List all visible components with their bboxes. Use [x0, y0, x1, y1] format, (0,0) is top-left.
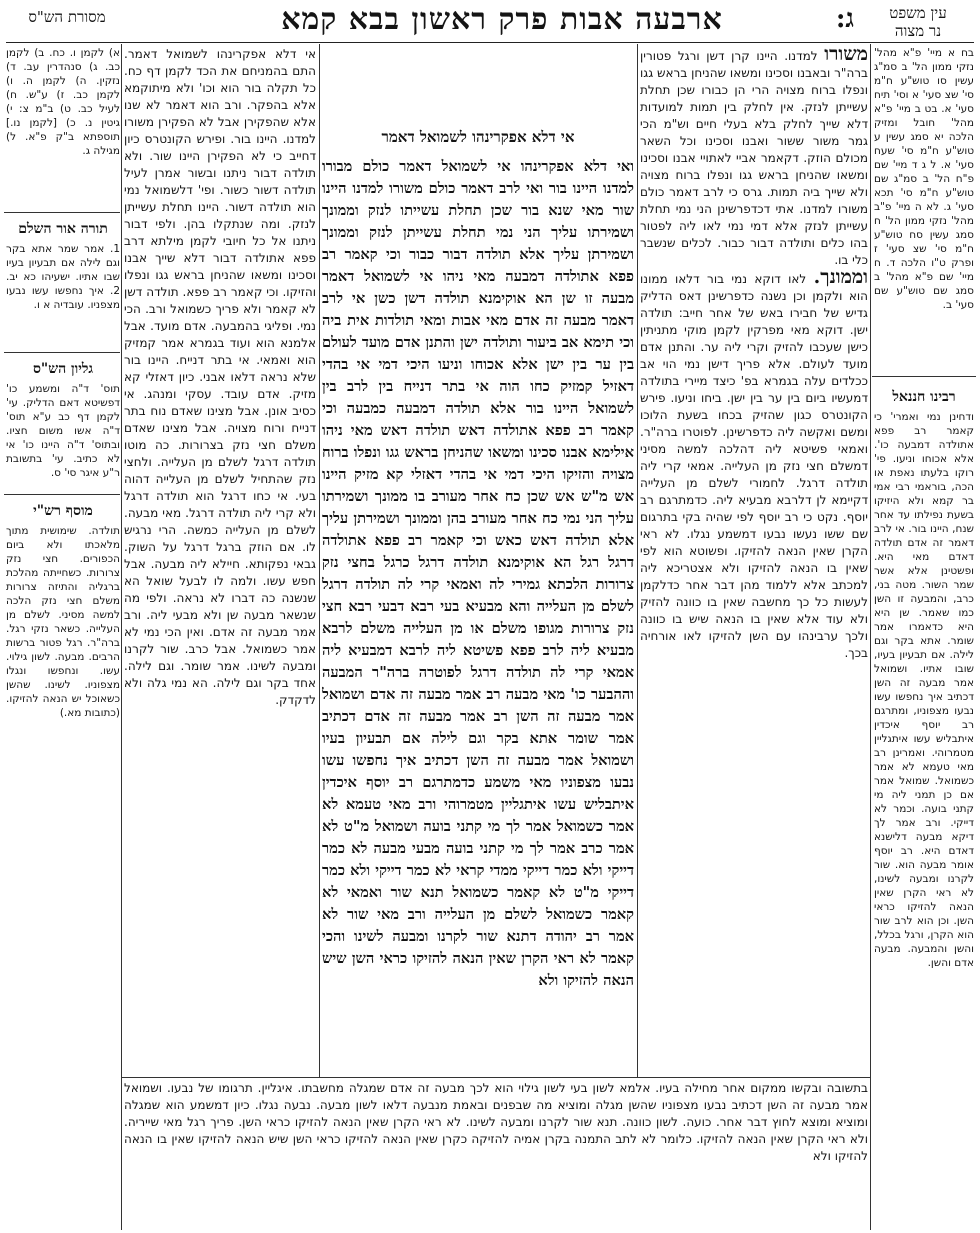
- tosafot-text: אי דלא אפקרינהו לשמואל דאמר. התם בהמניחם את הכד לקמן דף כח. כל תקלה בור הוא וכו' ולא מיתוקמא אלא בהפקר. ורב הוא דאמר לא שנו אלא שהפקירן אבל לא הפקירן משורו למדנו. היינו בור. ופירש הקונטרס כיון דחייב כי לא הפקירן היינו שור. ולא תולדה דבור ניתנו ובשור אמרן לעיל תולדה דשור כשור. ופי' דלשמואל נמי הוא תולדה דשור. היינו תחלת עשייתן לנזק. ומה שנתקלו בהן. ולפי דבור ניתנו אל כל חיובי לקמן מילתא דרב פפא אתולדה דבור דלא שייך אבנו וסכינו ומשאו שהניחן בראש גגו ונפלו והזיקו. וכי קאמר רב פפא. תולדה דשן לא קאמר ולא פריך כשמואל ורב. הכי נמי. ופליגי בהמבעה. אדם מועד. אבל אלמנא הוא ועוד בגמרא אמר קמזיק הוא ואמאי. אי בתר דנייח. היינו בור שלא נראה דלאו אבני. כיון דאזלי קא מזיק. אדם עובד. עסקי ומנהג. אי כסיב אונן. אבל מצינו שאדם נוח בתר דנייח ורוח מצויה. אבל מצינו שאדם משלם חצי נזק בצרורות. כה מוטו תולדה דרגל לשלם מן העלייה. ולחצי נזק שהתחיל לשלם מן העלייה דהוה בעי. אי כחו דרגל הוא תולדה דרגל ולא קרי ליה תולדה דרגל. מאי מבעה. לשלם מן העלייה כמשה. הרי נרגיש לו. אם הוזק ברגל דרגל על השוק. גבאי נפקותא. חיילא ליה מבעה. אבל חפש עשו. ולמה לו לבעל שואל הא שנשנה כה דברו לא נראה. ולפי מה שנשאר מבעה שן ולא מבעי ליה. ורב אמר מבעה זה אדם. ואין הכי נמי לא אמר כשמואל. אבל כרב. שור לקרנו ומבעה לשינו. אמר שומר. וגם לילה. אחד בקר וגם לילה. הא נמי גלה ולא לדקדק.: [124, 47, 316, 707]
- folio-number: ג:: [835, 4, 854, 34]
- gilyon-hashas: [6, 358, 120, 488]
- gemara-text: ואי דלא אפקרינהו אי לשמואל דאמר כולם מבורו למדנו היינו בור ואי לרב דאמר כולם משורו למדנו היינו שור מאי שנא בור שכן תחלת עשייתו לנזק וממונך ושמירתו עליך הני נמי תחלת עשייתן לנזק וממונך ושמירתן עליך אלא תולדה דבור כבור וכי קאמר רב פפא אתולדה דמבעה מאי ניהו אי לשמואל דאמר מבעה זו שן הא אוקימנא תולדה דשן כשן אי לרב דאמר מבעה זה אדם מאי אבות ומאי תולדות אית ביה וכי תימא אב ביעור ותולדה ישן והתנן אדם מועד לעולם בין ער בין ישן אלא אכוחו וניעו היכי דמי אי בהדי דאזיל קמזיק כחו הוה אי בתר דנייח בין לרב בין לשמואל היינו בור אלא תולדה דמבעה כמבעה וכי קאמר רב פפא אתולדה דאש תולדה דאש מאי ניהו אילימא אבנו סכינו ומשאו שהניחן בראש גגו ונפלו ברוח מצויה והזיקו היכי דמי אי בהדי דאזלי קא מזיק היינו אש מ"ש אש שכן כח אחר מעורב בו ממונך ושמירתו עליך הני נמי כח אחר מעורב בהן וממונך ושמירתן עליך אלא תולדה דאש כאש וכי קאמר רב פפא אתולדה דרגל רגל הא אוקימנא תולדה דרגל כרגל בחצי נזק צרורות הלכתא גמירי לה ואמאי קרי לה תולדה דרגל לשלם מן העלייה והא מבעיא בעי רבא דבעי רבא חצי נזק צרורות מגופו משלם או מן העלייה משלם לרבא מבעיא ליה לרב פפא פשיטא ליה לרבא דמבעיא ליה אמאי קרי לה תולדה דרגל לפוטרה ברה"ר המבעה וההבער כו' מאי מבעה רב אמר מבעה זה אדם ושמואל אמר מבעה זה השן רב אמר מבעה זה אדם דכתיב אמר שומר אתא בקר וגם לילה אם תבעיון בעיו ושמואל אמר מבעה זה השן דכתיב איך נחפשו עשו נבעו מצפוניו מאי משמע כדמתרגם רב יוסף איכדין איתבליש עשו איתגליין מטמרוהי ורב מאי טעמא לא אמר כשמואל אמר לך מי קתני בועה ושמואל מ"ט לא אמר כרב אמר לך מי קתני בועה מבעי מבעה לא כמר דייקי ולא כמר דייקי ממדי קראי לא כמר דייקי ולא כמר דייקי מ"ט לא קאמר כשמואל תנא שור ואמאי לא קאמר כשמואל לשלם מן העלייה ורב מאי שור לא אמר רב יהודה דתנא שור לקרנו ומבעה לשינו והכי קאמר לא ראי הקרן שאין הנאה להזיקו כראי השן שיש הנאה להזיקו ולא: [322, 158, 634, 989]
- torah-or-hashalem: [6, 218, 120, 348]
- page-header: [0, 0, 980, 44]
- torah-or-text: 1. אמר שמר אתא בקר וגם לילה אם תבעיון בעיו שבו אתיו. ישעיהו כא יב. 2. איך נחפשו עשו נבעו מצפניו. עובדיה א ו.: [6, 243, 120, 311]
- eyn-mishpat-text: בח א מיי' פ"א מהל' נזקי ממון הל' ב סמ"ג עשין סו טוש"ע ח"מ סי' שצ סעי' א וסי' תיח סעי' א. בט ב מיי' פ"א מהל' חובל ומזיק הלכה יא סמג עשין ע טוש"ע ח"מ סי' שעח סעי' א. ל ג ד מיי' שם פ"ח הל' ב סמ"ג שם טוש"ע ח"מ סי' תכא סעי' ג. לא ה מיי' פ"ב מהל' נזקי ממון הל' ח סמג עשין סח טוש"ע ח"מ סי' שצ סעי' ז ופרק ט"ו הלכה ד. ח מיי' שם פ"א מהל' ב סמג שם טוש"ע שם סעי' ב.: [874, 47, 974, 311]
- rule-gilyon-musaf: [4, 494, 120, 495]
- rashi-section2-text: לאו דוקא נמי בור דלאו ממונו הוא ולקמן וכן נשנה כדפרשינן דאס הדליק גדיש של חבירו באש של אחר חייב: תולדה ישן. דוקא מאי מפרקין לקמן מוקי מתניתין כישן שעכבו להזיק וקרי ליה ער. והתנן אדם מועד לעולם. אלא פריך דישן נמי הוי אב ככלדים עלה בגמרא בפ' כיצד מיירי בתולדה דמעשיו ביום בין ער בין ישן. ביחו וניעו. פירש הקונטרס כגון שהזיק בכחו בשעת הלוכו ומשם ואקשה ליה כדפרשינן. לפוטרו ברה"ר. ואמאי פשיטא ליה דהלכה למשה מסיני דמשלם חצי נזק מן העלייה. אמאי קרי ליה תולדה דרגל. לחמורי לשלם מן העלייה דקיימא לן דלרבא מבעיא ליה. כדמתרגם רב יוסף. נקט כי רב יוסף לפי שהיה בקי בתרגום שם ששו נעשו נבעו דמשמע נגלו. לא ראי הקרן שאין הנאה להזיקו. ופשוטא הוא לפי שאין בו הנאה להזיקו ולא אצטריכא ליה למכתב אלא ללמוד מהן דבר אחר כדלקמן לעשות כל כך מחשבה שאין בו כוונה להזיק ולא עוד אלא שאין בו הנאה שיש בו כוונה ולכך ערבינהו עם השן להזיקו לאו אורחיה בכך.: [640, 272, 868, 660]
- gilyon-title: גליון הש"ס: [32, 361, 94, 377]
- gilyon-text: תוס' ד"ה ומשמע כו' דפשיטא דאם הדליק. עי' לקמן דף כב ע"א תוס' ד"ה אשו משום חציו. ובתוס' ד"ה היינו כו' אי לא כתיב. עי' בתשובת ר"ע איגר סי' ס.: [6, 383, 120, 479]
- header-rule: [6, 42, 974, 43]
- bottom-text: בתשובה ובקשו ממקום אחר מחילה בעיו. אלמא לשון בעי לשון גילוי הוא לכך מבעה זה אדם שמגלה מחשבתו. איגליין. תרגומו של נבעו. ושמואל אמר מבעה זה השן דכתיב נבעו מצפוניו שהשן מגלה ומוציא מה שבפנים ובאמת מנבעה דלאו לשון מבעה. נבעה נגלו. כיון דמשמע הוא שמגלה ומוציא ומוצא לחוץ דבר אחר. כועה. לשון כוונה. תנא שור לקרנו ומבעה לשינו. לא ראי הקרן שאין הנאה להזיקו כראי השן. פריך רגל מאי שייריה. ולא ראי הקרן שאין הנאה להזיקו. כלומר לא לתב התמנה בקרן אמיה להזיקה כקרן שאין הנאה להזיקו כראי השן שיש הנאה להזיקו שאין בו הנאה להזיקו ולא: [124, 1081, 868, 1163]
- rule-rashi-gemara: [637, 44, 638, 1078]
- eyn-mishpat: [874, 46, 974, 366]
- page-title: ארבעה אבות פרק ראשון בבא קמא: [281, 2, 723, 37]
- musaf-rashi: [6, 500, 120, 980]
- rashi-commentary: [640, 46, 868, 1076]
- gemara-caption: אי דלא אפקרינהו לשמואל דאמר: [381, 128, 575, 146]
- chananel-title: רבינו חננאל: [892, 389, 956, 405]
- rashi-section2-head: וממונך.: [813, 266, 868, 288]
- rule-torahor-gilyon: [4, 352, 120, 353]
- rashi-lead-word: משורו: [824, 46, 868, 65]
- tosafot-commentary: [124, 46, 316, 1076]
- massoret-hashas: [6, 46, 120, 206]
- rule-eyn-chananel: [872, 376, 976, 377]
- chananel-text: ודחינן נמי ואמרי' כי קאמר רב פפא אתולדה דמבעה כו'. אלא אכוחו וניעו. פי' רוקו בלעתו נאפת או הכה, בוראמי רבי אמי בר קמא ולא היזיקו בשעת נפילתו עד אחר שנח, היינו בור. אי לרב דאמר זה אדם תולדה דאדם מאי היא. ופשטינן אלא אשר שמר השור. מטה בני, כרב, והמבעה זו השן כמו שאמר. שן היא היא כדאמרו אמר שומר. אתא בקר וגם לילה. אם תבעיון בעיו, שובו אתיו. ושמואל אמר מבעה זה השן דכתיב איך נחפשו עשו נבעו מצפוניו, ומתרגם רב יוסף איכדין איתבליש עשו איתגליין מטמרוהי. ואמרינן רב מאי טעמא לא אמר כשמואל. שמואל אמר אם כן תמני ליה מי קתני בועה. וכמר לא דייקי. ורב אמר לך דיקא מבעה דלישנא דאדם היא. רב יוסף אומר מבעה הוא. שור לקרנו ומבעה לשינו, לא ראי הקרן שאין הנאה להזיקו כראי השן. וכן הוא לרב שור הוא הקרן, ורגל בכלל, והשן והמבעה. מבעה אדם והשן.: [874, 411, 974, 969]
- massoret-header: מסורת הש"ס: [28, 8, 106, 26]
- massoret-text: א) לקמן ו. כח. ב) לקמן כב. ג) סנהדרין עב. ד) נזקין. ה) לקמן ה. ו) לקמן כב. ז) ע"ש. ח) לעיל כב. ט) ב"מ צ: י) גיטין נ. כ) [לקמן נו.] תוספתא ב"ק פ"א. ל) מגילה ג.: [6, 47, 120, 157]
- musaf-rashi-text: תולדה. שימושית מתוך מלאכתו ולא ביום הכפורים. חצי נזק צרורות. כשחייתה מהלכת ברגליה והתיזה צרורות משלם חצי נזק הלכה למשה מסיני. לשלם מן העלייה. כשאר נזקי רגל. ברה"ר. רגל פטור ברשות הרבים. מבעה. לשון גילוי. עשו. ונחפשו ונגלו מצפוניו. לשינו. שהשן כשאוכל יש הנאה להזיקו. (כתובות מא.): [6, 525, 120, 719]
- rule-gemara-tosafot: [319, 44, 320, 1078]
- musaf-rashi-title: מוסף רש"י: [33, 503, 93, 519]
- rule-bottom-strip: [122, 1077, 870, 1078]
- rashi-text: למדנו. היינו קרן דשן ורגל פטורין ברה"ר ובאבנו וסכינו ומשאו שהניחן בראש גגו ונפלו ברוח מצויה הרי הן כבורו שכן תחלת עשייתן לנזק. אין לחלק בין תמות למועדות דלא שייך לחלק בלא בעלי חיים וש"מ הכי גמר משור ששור ואבנו וסכינו וכל השאר מכולם הוזק. דקאמר אביי לאתויי אבנו וסכינו ומשאו שהניחן בראש גגו ונפלו ברוח מצויה ולא שייך ביה תמות. גרס כי לרב דאמר כולם משורו למדנו. אתי דכדפרשינן הני נמי תחלת עשייתן לנזק אלא דמי נמי לאו ליה לפטור בהו כלים ותולדה דבור כבור. לכלים שנשבר כלי בו.: [640, 49, 868, 267]
- gemara-text-block: [322, 156, 634, 1038]
- eyn-mishpat-header: עין משפט נר מצוה: [889, 4, 947, 40]
- rule-left-outer: [121, 44, 122, 1230]
- rashi-paragraph-2: [640, 266, 868, 662]
- rashi-continuation: [124, 1080, 868, 1230]
- rabbenu-chananel: [874, 386, 974, 1226]
- torah-or-title: תורה אור השלם: [18, 221, 108, 237]
- rule-right-outer: [870, 44, 871, 1230]
- rashi-paragraph: [640, 46, 868, 269]
- rule-massoret-torahor: [4, 212, 120, 213]
